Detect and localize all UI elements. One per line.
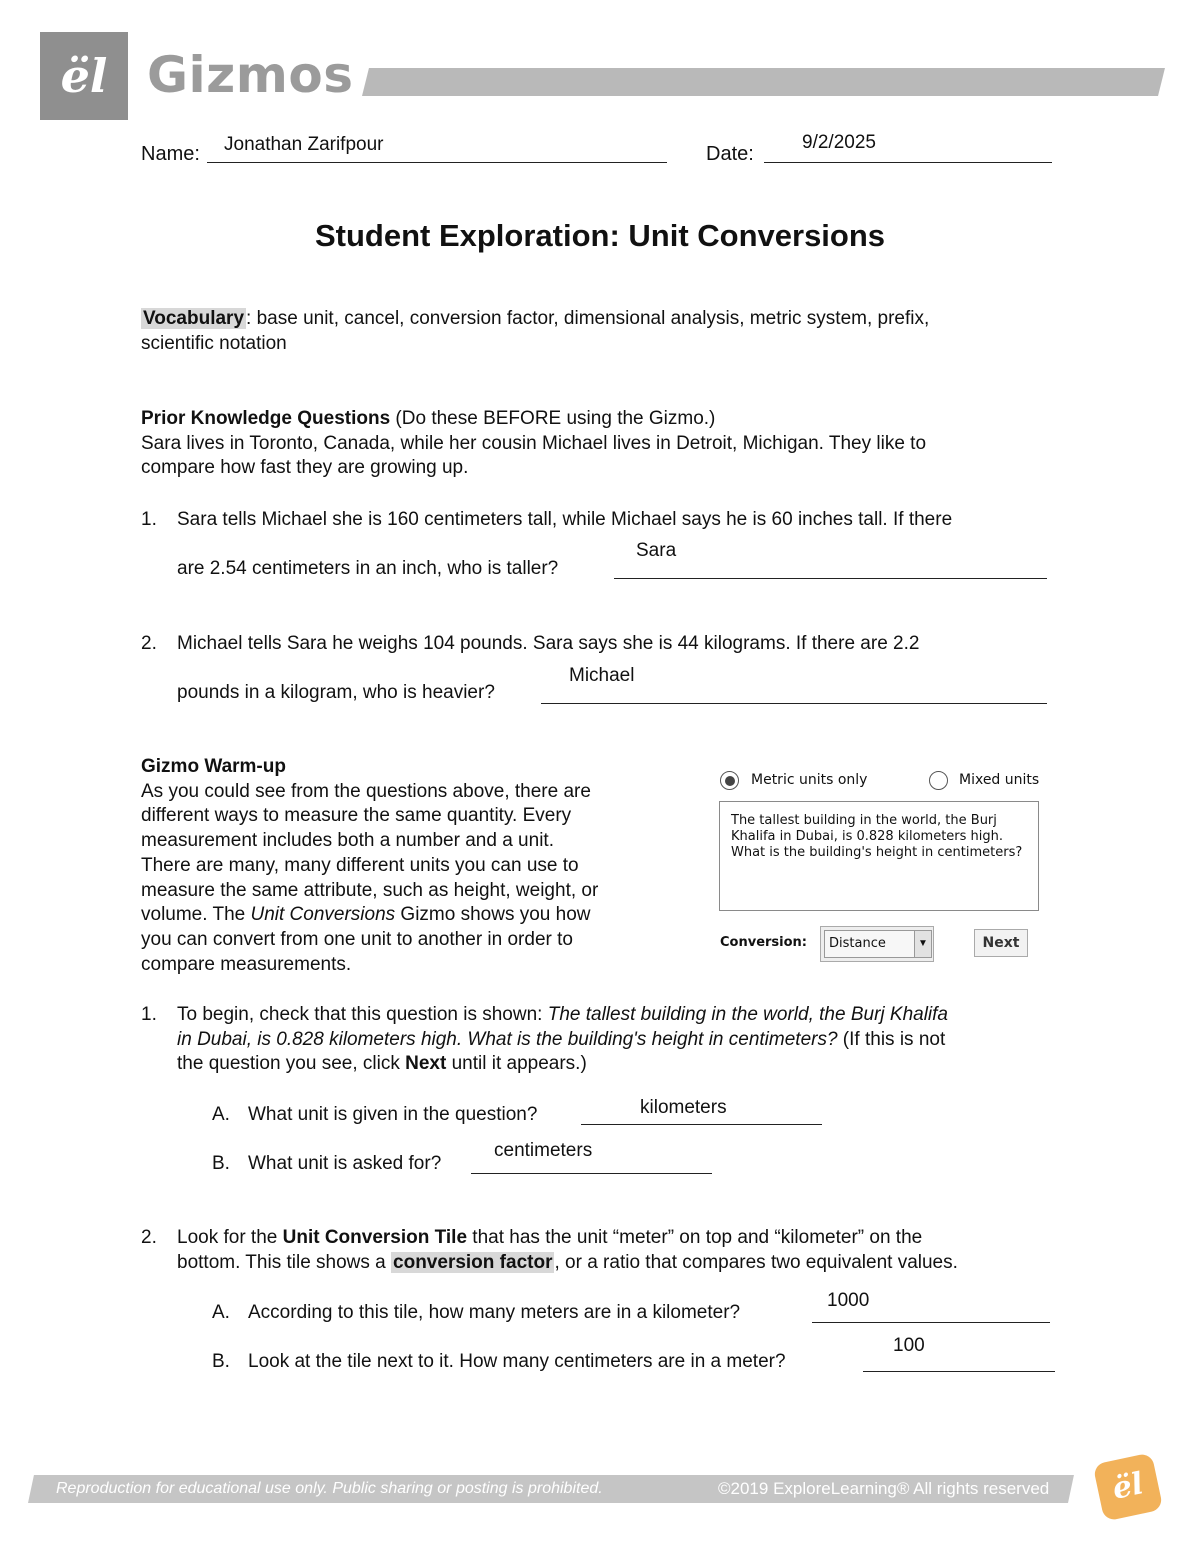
- name-field[interactable]: Jonathan Zarifpour: [224, 134, 384, 155]
- date-underline: [764, 162, 1052, 163]
- wq1-line2-italic: in Dubai, is 0.828 kilometers high. What is the building's height in centimeters?: [177, 1029, 838, 1050]
- warmup-line: There are many, many different units you can use to: [141, 854, 579, 876]
- header-bar: [362, 68, 1165, 96]
- radio-mixed[interactable]: [929, 771, 948, 790]
- wq2-line1: [177, 1227, 922, 1249]
- wq1-line3-pre: the question you see, click: [177, 1053, 406, 1074]
- intro-line-2: compare how fast they are growing up.: [141, 457, 469, 478]
- gizmo-question-text: The tallest building in the world, the Burj Khalifa in Dubai, is 0.828 kilometers high. What is the building's height in centimeters?: [731, 813, 1023, 860]
- wq1a-text: What unit is given in the question?: [248, 1104, 538, 1125]
- vocabulary-terms: : base unit, cancel, conversion factor, dimensional analysis, metric system, prefix,: [246, 308, 930, 329]
- pk-q1-answer-line: [614, 578, 1047, 579]
- pk-q2-answer[interactable]: Michael: [569, 665, 635, 686]
- logo-glyph: ël: [60, 49, 108, 103]
- pk-q1-line2: are 2.54 centimeters in an inch, who is taller?: [177, 558, 559, 579]
- wq2b-answer-line: [863, 1371, 1055, 1372]
- wq2b-text: Look at the tile next to it. How many centimeters are in a meter?: [248, 1351, 786, 1372]
- name-label: Name:: [141, 143, 200, 165]
- vocabulary-label: Vocabulary: [143, 308, 245, 329]
- wq1-line2-post: (If this is not: [837, 1029, 946, 1050]
- wq2b-answer[interactable]: 100: [893, 1335, 925, 1356]
- warmup-line: As you could see from the questions above, there are: [141, 780, 591, 802]
- sub-label: B.: [212, 1153, 230, 1174]
- warmup-line: different ways to measure the same quantity. Every: [141, 805, 572, 827]
- wq2-line2-pre: bottom. This tile shows a: [177, 1252, 392, 1273]
- radio-selected-dot: [725, 776, 735, 786]
- explorelearning-logo: [1093, 1452, 1164, 1521]
- wq1-line2: [177, 1029, 945, 1051]
- question-number: 2.: [141, 1227, 157, 1248]
- question-number: 1.: [141, 509, 157, 530]
- warmup-heading: Gizmo Warm-up: [141, 756, 286, 777]
- wq1-line3-post: until it appears.): [446, 1053, 587, 1074]
- warmup-line-pre: volume. The: [141, 904, 251, 926]
- wq1b-text: What unit is asked for?: [248, 1153, 442, 1174]
- wq1b-answer-line: [471, 1173, 712, 1174]
- radio-mixed-label: Mixed units: [959, 772, 1040, 788]
- wq2-line2: [177, 1252, 958, 1274]
- wq1-line1-pre: To begin, check that this question is shown:: [177, 1004, 548, 1025]
- wq2-tile-ref: Unit Conversion Tile: [282, 1227, 468, 1248]
- wq1a-answer[interactable]: kilometers: [640, 1097, 727, 1118]
- vocabulary-terms-cont: scientific notation: [141, 332, 287, 354]
- footer-disclaimer: Reproduction for educational use only. Public sharing or posting is prohibited.: [56, 1480, 603, 1497]
- question-number: 2.: [141, 633, 157, 654]
- question-number: 1.: [141, 1004, 157, 1025]
- sub-label: B.: [212, 1351, 230, 1372]
- wq2-line2-post: , or a ratio that compares two equivalent values.: [554, 1252, 958, 1273]
- pk-q2-line1: Michael tells Sara he weighs 104 pounds. Sara says she is 44 kilograms. If there are 2.2: [177, 633, 920, 654]
- gizmos-logo: [40, 32, 128, 120]
- wq2a-answer[interactable]: 1000: [827, 1290, 870, 1311]
- wq1a-answer-line: [581, 1124, 822, 1125]
- prior-knowledge-heading: Prior Knowledge Questions: [141, 408, 391, 429]
- radio-metric-label: Metric units only: [751, 772, 868, 788]
- pk-q2-answer-line: [541, 703, 1047, 704]
- date-label: Date:: [706, 143, 754, 165]
- wq1-line1: [177, 1004, 948, 1026]
- wq1-line3: [177, 1053, 587, 1075]
- pk-q2-line2: pounds in a kilogram, who is heavier?: [177, 682, 495, 703]
- sub-label: A.: [212, 1302, 230, 1323]
- wq2-line1-post: that has the unit “meter” on top and “kilometer” on the: [467, 1227, 923, 1248]
- warmup-line: measurement includes both a number and a unit.: [141, 830, 554, 852]
- vocabulary-block: [141, 307, 929, 356]
- radio-metric[interactable]: [720, 771, 739, 790]
- date-field[interactable]: 9/2/2025: [802, 132, 876, 153]
- conversion-value: Distance: [829, 936, 886, 951]
- prior-knowledge-note: (Do these BEFORE using the Gizmo.): [390, 408, 716, 429]
- brand-name: Gizmos: [147, 46, 354, 104]
- wq2a-text: According to this tile, how many meters are in a kilometer?: [248, 1302, 741, 1323]
- pk-q1-answer[interactable]: Sara: [636, 540, 677, 561]
- warmup-line: compare measurements.: [141, 953, 352, 975]
- intro-line-1: Sara lives in Toronto, Canada, while her cousin Michael lives in Detroit, Michigan. They like to: [141, 432, 927, 454]
- warmup-line-post: Gizmo shows you how: [395, 904, 591, 926]
- wq1-line1-italic: The tallest building in the world, the Burj Khalifa: [547, 1004, 948, 1025]
- pk-q1-line1: Sara tells Michael she is 160 centimeters tall, while Michael says he is 60 inches tall. If there: [177, 509, 953, 530]
- warmup-line: measure the same attribute, such as height, weight, or: [141, 879, 599, 901]
- wq2a-answer-line: [812, 1322, 1050, 1323]
- wq2-line1-pre: Look for the: [177, 1227, 283, 1248]
- footer-copyright: ©2019 ExploreLearning® All rights reserved: [718, 1479, 1050, 1498]
- sub-label: A.: [212, 1104, 230, 1125]
- warmup-block: [141, 755, 598, 977]
- conversion-factor-term: conversion factor: [393, 1252, 553, 1273]
- warmup-gizmo-name: Unit Conversions: [250, 904, 396, 926]
- prior-knowledge-block: [141, 407, 926, 481]
- footer-logo-glyph: ël: [1109, 1466, 1147, 1507]
- wq1-next-ref: Next: [405, 1053, 447, 1074]
- next-button[interactable]: Next: [974, 929, 1028, 957]
- conversion-label: Conversion:: [720, 935, 808, 950]
- warmup-line: you can convert from one unit to another in order to: [141, 928, 573, 950]
- wq1b-answer[interactable]: centimeters: [494, 1140, 593, 1161]
- name-underline: [207, 162, 667, 163]
- conversion-select-value[interactable]: [824, 930, 916, 958]
- chevron-down-icon[interactable]: ▼: [914, 930, 932, 958]
- page-title: Student Exploration: Unit Conversions: [314, 218, 886, 253]
